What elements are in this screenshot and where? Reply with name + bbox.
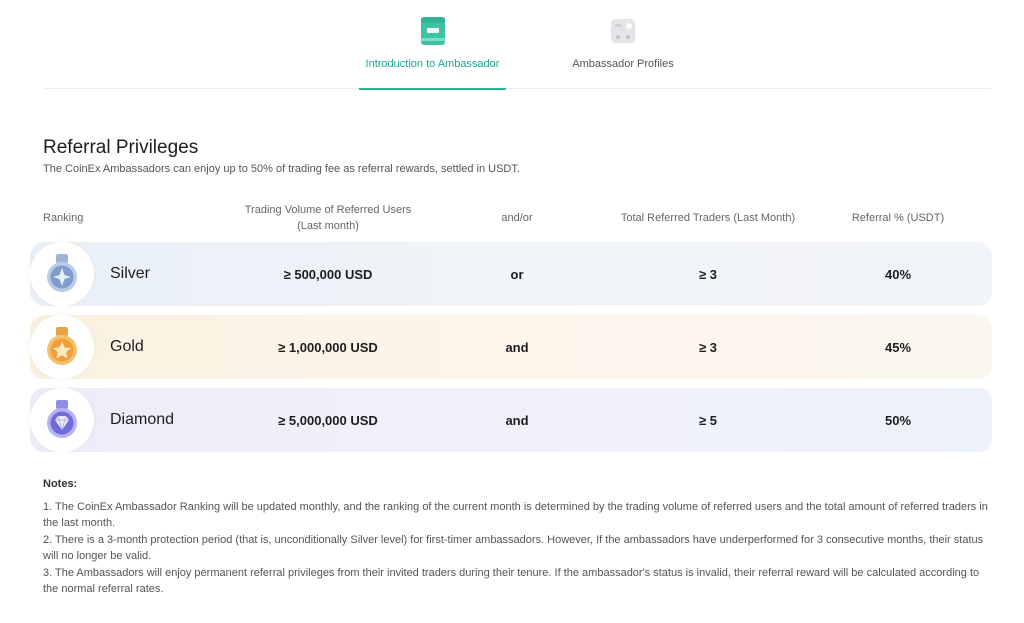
rank-volume: ≥ 1,000,000 USD xyxy=(278,339,378,355)
rank-name: Gold xyxy=(110,338,144,355)
note-item: 3. The Ambassadors will enjoy permanent referral privileges from their invited traders during their tenure. If the ambassador's status is invalid, their referral reward will be calculated according to the normal referral rates. xyxy=(43,566,980,595)
rank-name: Silver xyxy=(110,265,151,282)
tab-introduction[interactable] xyxy=(359,16,506,89)
header-ranking: Ranking xyxy=(43,212,84,224)
header-traders: Total Referred Traders (Last Month) xyxy=(620,212,796,224)
rank-andor: and xyxy=(505,339,529,355)
section-subtitle: The CoinEx Ambassadors can enjoy up to 50% of trading fee as referral rewards, settled in USDT. xyxy=(43,163,520,175)
rank-traders: ≥ 5 xyxy=(699,412,717,428)
rank-andor: and xyxy=(505,412,529,428)
silver-medal-icon xyxy=(43,253,81,295)
ambassador-profiles-icon xyxy=(609,16,637,46)
active-tab-indicator xyxy=(359,88,506,90)
page-title: Referral Privileges xyxy=(43,137,199,158)
ambassador-intro-icon xyxy=(419,16,447,46)
notes-section xyxy=(43,476,991,598)
table-header xyxy=(43,200,991,236)
note-item: 2. There is a 3-month protection period (that is, unconditionally Silver level) for first-timer ambassadors. However, If the ambassadors have underperformed for 3 consecutive months, their status will no longer be valid. xyxy=(43,533,984,562)
header-volume-line2: (Last month) xyxy=(297,220,359,232)
rank-andor: or xyxy=(510,266,524,282)
rank-referral: 50% xyxy=(884,412,912,428)
rank-name: Diamond xyxy=(110,411,175,428)
rank-traders: ≥ 3 xyxy=(699,266,717,282)
table-row-gold xyxy=(30,315,992,379)
rank-referral: 40% xyxy=(884,266,912,282)
table-row-silver xyxy=(30,242,992,306)
tab-profiles[interactable] xyxy=(552,16,694,89)
table-row-diamond xyxy=(30,388,992,452)
diamond-medal-icon xyxy=(43,399,81,441)
badge-container xyxy=(30,242,94,306)
header-volume xyxy=(233,200,423,236)
rank-traders: ≥ 3 xyxy=(699,339,717,355)
header-andor: and/or xyxy=(501,212,533,224)
rank-volume: ≥ 5,000,000 USD xyxy=(278,412,378,428)
gold-medal-icon xyxy=(43,326,81,368)
header-referral: Referral % (USDT) xyxy=(851,212,945,224)
rank-referral: 45% xyxy=(884,339,912,355)
tab-bar xyxy=(44,0,991,89)
badge-container xyxy=(30,388,94,452)
note-item: 1. The CoinEx Ambassador Ranking will be updated monthly, and the ranking of the current month is determined by the trading volume of referred users and the total amount of referred traders in the last month. xyxy=(43,500,988,529)
badge-container xyxy=(30,315,94,379)
rank-volume: ≥ 500,000 USD xyxy=(283,266,373,282)
header-volume-line1: Trading Volume of Referred Users xyxy=(244,204,412,216)
notes-title: Notes: xyxy=(43,478,78,490)
tab-label: Introduction to Ambassador xyxy=(365,58,500,70)
tab-label: Ambassador Profiles xyxy=(572,58,674,70)
